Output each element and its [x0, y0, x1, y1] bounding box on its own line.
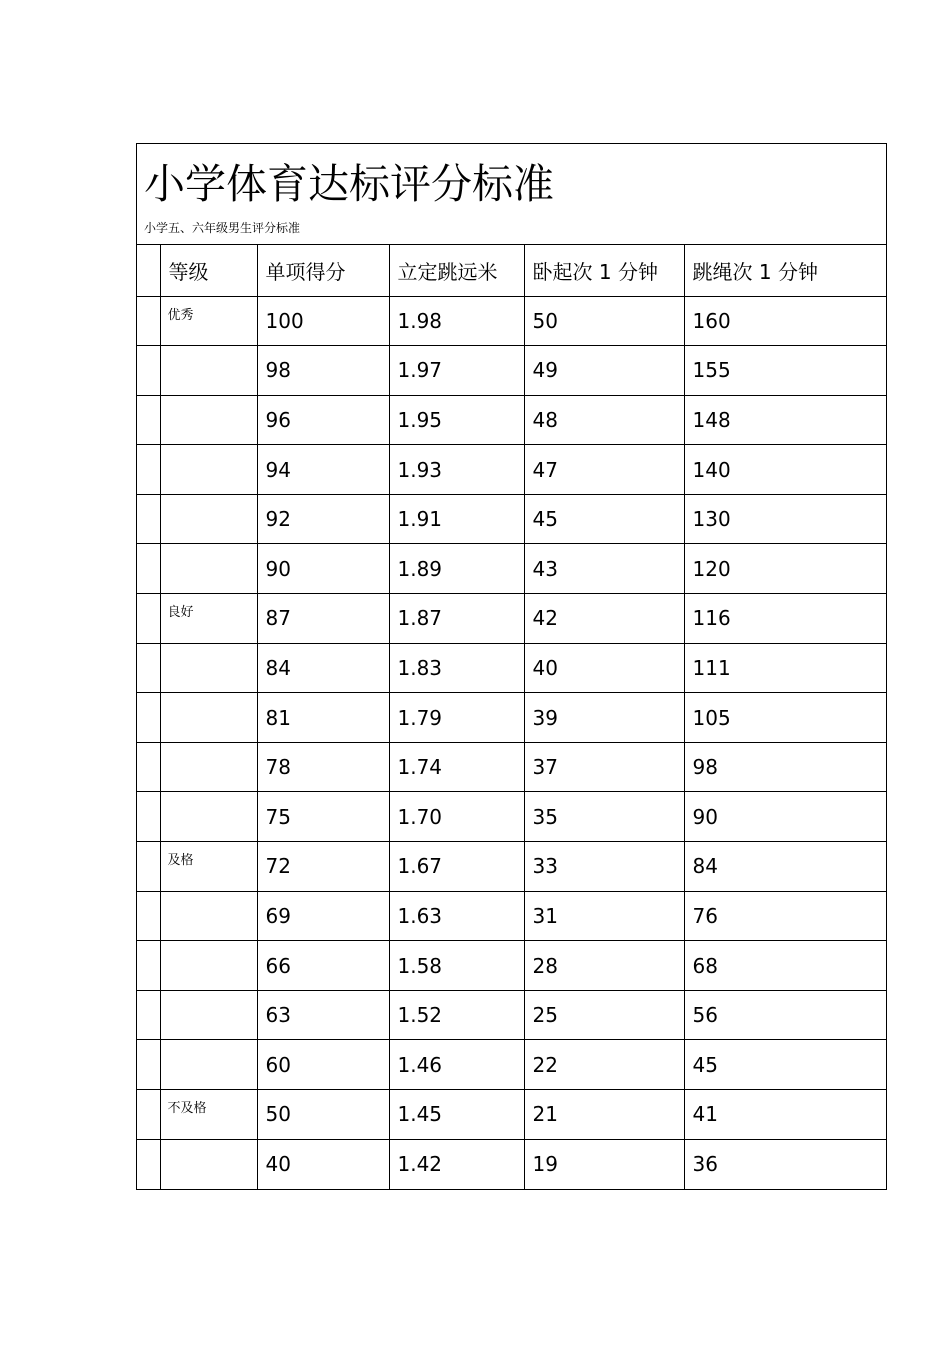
jump-rope-cell: 120 [684, 544, 886, 594]
table-row [137, 594, 886, 644]
situps-cell: 42 [524, 594, 684, 644]
jump-rope-cell: 160 [684, 296, 886, 346]
row-blank-cell [137, 990, 160, 1040]
row-blank-cell [137, 445, 160, 495]
table-row [137, 445, 886, 495]
standing-jump-cell: 1.97 [389, 346, 524, 396]
row-blank-cell [137, 742, 160, 792]
grade-cell [160, 941, 257, 991]
situps-cell: 50 [524, 296, 684, 346]
table-row [137, 1040, 886, 1090]
jump-rope-cell: 116 [684, 594, 886, 644]
row-blank-cell [137, 544, 160, 594]
situps-cell: 21 [524, 1090, 684, 1140]
jump-rope-cell: 90 [684, 792, 886, 842]
row-blank-cell [137, 792, 160, 842]
standing-jump-cell: 1.63 [389, 891, 524, 941]
table-row [137, 792, 886, 842]
row-blank-cell [137, 346, 160, 396]
table-row [137, 891, 886, 941]
jump-rope-cell: 98 [684, 742, 886, 792]
table-row [137, 941, 886, 991]
table-row [137, 693, 886, 743]
row-blank-cell [137, 1040, 160, 1090]
situps-cell: 47 [524, 445, 684, 495]
standing-jump-cell: 1.70 [389, 792, 524, 842]
jump-rope-cell: 148 [684, 395, 886, 445]
standing-jump-cell: 1.79 [389, 693, 524, 743]
grade-cell [160, 693, 257, 743]
grade-cell [160, 1139, 257, 1189]
situps-cell: 40 [524, 643, 684, 693]
scoring-standard-sheet [136, 143, 887, 1190]
jump-rope-cell: 140 [684, 445, 886, 495]
header-situps: 卧起次 1 分钟 [524, 245, 684, 296]
score-cell: 96 [257, 395, 389, 445]
page-title: 小学体育达标评分标准 [144, 160, 554, 208]
table-row [137, 346, 886, 396]
grade-cell [160, 494, 257, 544]
row-blank-cell [137, 296, 160, 346]
situps-cell: 45 [524, 494, 684, 544]
header-blank-cell [137, 245, 160, 296]
standing-jump-cell: 1.42 [389, 1139, 524, 1189]
table-row [137, 842, 886, 892]
table-row [137, 494, 886, 544]
grade-cell [160, 742, 257, 792]
situps-cell: 19 [524, 1139, 684, 1189]
row-blank-cell [137, 941, 160, 991]
header-grade: 等级 [160, 245, 257, 296]
row-blank-cell [137, 693, 160, 743]
jump-rope-cell: 76 [684, 891, 886, 941]
standing-jump-cell: 1.98 [389, 296, 524, 346]
row-blank-cell [137, 494, 160, 544]
grade-cell [160, 891, 257, 941]
jump-rope-cell: 36 [692, 1152, 718, 1177]
row-blank-cell [137, 395, 160, 445]
standing-jump-cell: 1.95 [389, 395, 524, 445]
scoring-table-body [137, 245, 886, 1189]
standing-jump-cell: 1.89 [389, 544, 524, 594]
standing-jump-cell: 1.87 [389, 594, 524, 644]
table-row [137, 544, 886, 594]
standing-jump-cell: 1.74 [389, 742, 524, 792]
grade-cell [160, 1040, 257, 1090]
score-cell: 40 [257, 1139, 389, 1189]
header-jump-rope: 跳绳次 1 分钟 [684, 245, 886, 296]
score-cell: 81 [257, 693, 389, 743]
table-row [137, 990, 886, 1040]
standing-jump-cell: 1.83 [389, 643, 524, 693]
situps-cell: 22 [524, 1040, 684, 1090]
grade-cell: 不及格 [160, 1090, 257, 1140]
jump-rope-cell: 45 [684, 1040, 886, 1090]
standing-jump-cell: 1.67 [389, 842, 524, 892]
standing-jump-cell: 1.93 [389, 445, 524, 495]
jump-rope-cell: 84 [684, 842, 886, 892]
grade-cell [160, 792, 257, 842]
table-row [137, 1139, 886, 1189]
row-blank-cell [137, 643, 160, 693]
row-blank-cell [137, 842, 160, 892]
grade-cell [160, 990, 257, 1040]
score-cell: 78 [257, 742, 389, 792]
score-cell: 50 [257, 1090, 389, 1140]
score-cell: 94 [257, 445, 389, 495]
situps-cell: 48 [524, 395, 684, 445]
jump-rope-cell: 111 [684, 643, 886, 693]
title-block [137, 144, 886, 245]
grade-cell [160, 346, 257, 396]
grade-cell: 及格 [160, 842, 257, 892]
row-blank-cell [137, 891, 160, 941]
score-cell: 84 [257, 643, 389, 693]
situps-cell: 31 [524, 891, 684, 941]
jump-rope-cell: 68 [684, 941, 886, 991]
grade-cell [160, 544, 257, 594]
table-row [137, 395, 886, 445]
standing-jump-cell: 1.45 [389, 1090, 524, 1140]
score-cell: 60 [257, 1040, 389, 1090]
table-row [137, 742, 886, 792]
scoring-table [137, 245, 886, 1189]
score-cell: 75 [257, 792, 389, 842]
standing-jump-cell: 1.58 [389, 941, 524, 991]
jump-rope-cell: 155 [684, 346, 886, 396]
score-cell: 98 [257, 346, 389, 396]
grade-cell: 优秀 [160, 296, 257, 346]
score-cell: 87 [257, 594, 389, 644]
standing-jump-cell: 1.46 [389, 1040, 524, 1090]
grade-cell [160, 643, 257, 693]
situps-cell: 28 [524, 941, 684, 991]
standing-jump-cell: 1.91 [389, 494, 524, 544]
standing-jump-cell: 1.52 [389, 990, 524, 1040]
score-cell: 72 [257, 842, 389, 892]
grade-cell: 良好 [160, 594, 257, 644]
table-header-row [137, 245, 886, 296]
grade-cell [160, 445, 257, 495]
score-cell: 92 [257, 494, 389, 544]
table-row [137, 643, 886, 693]
row-blank-cell [137, 1139, 160, 1189]
page-subtitle: 小学五、六年级男生评分标准 [144, 221, 301, 235]
score-cell: 69 [257, 891, 389, 941]
jump-rope-cell: 41 [684, 1090, 886, 1140]
grade-cell [160, 395, 257, 445]
situps-cell: 49 [524, 346, 684, 396]
situps-cell: 35 [524, 792, 684, 842]
situps-cell: 43 [524, 544, 684, 594]
jump-rope-cell: 56 [684, 990, 886, 1040]
jump-rope-cell: 130 [684, 494, 886, 544]
score-cell: 63 [257, 990, 389, 1040]
score-cell: 100 [257, 296, 389, 346]
table-row [137, 296, 886, 346]
row-blank-cell [137, 1090, 160, 1140]
situps-cell: 33 [524, 842, 684, 892]
jump-rope-cell: 105 [684, 693, 886, 743]
score-cell: 66 [257, 941, 389, 991]
situps-cell: 37 [524, 742, 684, 792]
header-standing-jump: 立定跳远米 [389, 245, 524, 296]
situps-cell: 39 [524, 693, 684, 743]
row-blank-cell [137, 594, 160, 644]
header-score: 单项得分 [257, 245, 389, 296]
table-row [137, 1090, 886, 1140]
score-cell: 90 [257, 544, 389, 594]
situps-cell: 25 [524, 990, 684, 1040]
